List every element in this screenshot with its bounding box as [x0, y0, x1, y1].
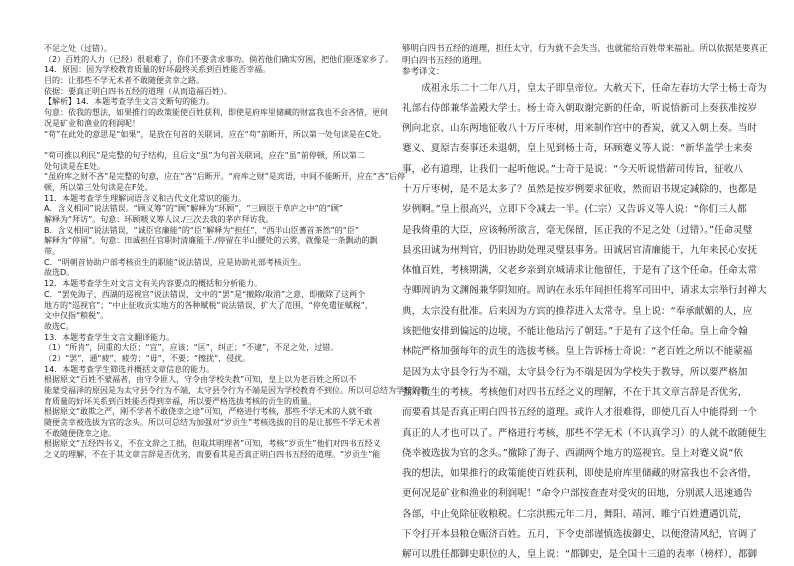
text-line: 各部，中止免除征收粮税。仁宗洪熙元年二月，舞阳、靖河、睢宁百姓遭遇饥荒， — [402, 508, 748, 520]
text-line: “虽府库之财不吝”是完整的句意，应在“吝”后断开。“府库之财”是宾语，中间不能断开，应在“吝”后停 — [44, 172, 406, 182]
text-line: 例向北京、山东两地征收八十万斤枣树，用来制作宫中的香炭，就又入朝上奏。当时 — [402, 123, 757, 135]
text-line: 蹇义、夏原吉奏事还未退朝，皇上见到杨士奇，环顾蹇义等人说：“新华盖学士来奏 — [402, 143, 753, 155]
text-line: 处句读是在E处。 — [44, 161, 106, 171]
text-line: 典，太宗没有批准。后来因为方宾的推荐进入太常寺。皇上说：“奉承献媚的人，应 — [402, 305, 753, 317]
text-line: 够明白四书五经的道理，担任太守，行为就不会失当，也就能给百姓带来福祉。所以依据是要真正 — [402, 44, 768, 54]
text-line: 顿，所以第三处句读是在F处。 — [44, 182, 153, 192]
text-line: 下令打开本县粮仓赈济百姓。五月，下令吏部谨慎选拔御史，以便澄清风纪，官调了 — [402, 529, 757, 541]
text-line: 之义的理解，不在于其文章言辞是否优劣，而要看其是否真正明白四书五经的道理。“岁贡生”能 — [44, 450, 381, 460]
reference-translation-column — [402, 44, 768, 566]
text-line: 寺卿周讷为文渊阁兼华阴知府。周讷在永乐年间担任将军司田中，请求太宗举行封禅大 — [402, 285, 767, 297]
text-line: 不足之处（过错）。 — [44, 44, 112, 53]
text-line: 真正的人才也可以了。严格进行考核，那些不学无术（不认真学习）的人就不敢随便生 — [402, 427, 767, 439]
text-line: 体恤百姓，考核期满，父老乡亲到京城请求让他留任，于是有了这个任命。任命太常 — [402, 265, 757, 277]
text-line: 是因为太守县令行为不端，太守县令行为不端是因为学校失于教导，所以要严格加 — [402, 366, 748, 378]
text-line: （2）百姓的人力（已经）很艰难了，你们不要贪求事功。倘若他们确实穷困，把他们驱逐家乡了。 — [44, 54, 394, 64]
text-line: （2）“罢”，通“疲”，疲劳；“毋”，不要；“擦扰”，侵扰。 — [44, 353, 251, 363]
text-line — [44, 461, 389, 472]
text-line: 文中仅指“粮税”。 — [44, 311, 109, 321]
text-line: 12．本题考查学生对文言文有关内容要点的概括和分析能力。 — [44, 279, 263, 289]
text-line: 育质量的好坏关系到百姓能否得到幸福，所以要严格选拔考核的贡生的质量。 — [44, 396, 316, 406]
text-line: “苟可推以利民”是完整的句子结构，且后文“虽”为句首关联词，应在“虽”前停顿，所以第二 — [44, 150, 365, 160]
text-line: 而要看其是否真正明白四书五经的道理。或许人才很难得，即使几百人中能得到一个 — [402, 407, 757, 419]
text-line: 不敢随便侥幸之途。 — [44, 428, 116, 438]
text-line: 是我倚重的大臣，应该畅所欲言，毫无保留，匡正我的不足之处（过错）。”任命灵璧 — [402, 224, 753, 236]
text-line: 解可以胜任都御史职位的人，皇上说：“都御史，是全国十三道的表率（榜样），都御 — [402, 549, 758, 561]
text-line: 根据原文“百姓不蒙福者，由守令匪人，守令由学校失教”可知，皇上以为老百姓之所以不 — [44, 375, 357, 385]
text-line: 十万斤枣树，是不是太多了？虽然是按岁例要求征收，然而诏书规定减除的，也都是 — [402, 183, 757, 195]
text-line: 能蒙受福泽的原因是为太守县令行为不端，太守县令行为不端是因为学校教育不到位。所以可总结为学校的教 — [44, 386, 428, 395]
text-line: 地方的“巡视官”；“中止征收贡实地方的各种赋税”说法错误，扩大了范围，“停免遣征赋税”， — [44, 300, 373, 310]
text-line: 明白四书五经的道理。 — [402, 55, 488, 66]
text-line: C．“罢免海子、西湖的巡视官”说法错误，文中的“罢”是“撤除/取消”之意，即撤除了这两个 — [44, 289, 366, 299]
section-heading: 参考译文： — [402, 67, 445, 77]
text-line: C．“明朝首协助户部考核贡生的职能”说法错误，应是协助礼部考核贡生。 — [44, 257, 306, 267]
text-line: 13．本题考查学生文言文翻译能力。 — [44, 332, 175, 342]
text-line: B．含义相同”说法错误，“诚臣官廉能”的“臣”解释为“担任”，“西半山臣蓍首茶然”的“臣” — [44, 225, 360, 235]
text-line: 成祖永乐二十二年八月，皇太子即皇帝位。大赦天下，任命左春坊大学士杨士奇为 — [421, 82, 767, 94]
text-line: “苟”在此处的意思是“如果”，是放在句首的关联词，应在“苟”前断开，所以第一处句读是在C处。 — [44, 129, 387, 139]
text-line: 我的想法，如果推行的政策能使百姓获利，即使是府库里储藏的财富我也不会吝惜， — [402, 468, 757, 480]
text-line — [44, 472, 389, 483]
text-line: 【解析】14．本题考查学生文言文断句的能力。 — [44, 97, 215, 107]
text-line: 强对贡生的考核。考核他们对四书五经之义的理解，不在于其文章言辞是否优劣， — [402, 386, 748, 398]
text-line — [44, 140, 389, 151]
text-line: 根据原文“敢欺之严，刚不学者不敢侥幸之途”可知，严格进行考核，那些不学无术的人就不敢 — [44, 407, 373, 417]
text-line: （1）“所肯”，同重的大臣；“宜”，应该；“匡”，纠正；“不逮”，不足之处，过错。 — [44, 343, 339, 353]
text-line: 解释为“拜访”。句意：环顾喂义筹人议./三次去我的茅庐拜访我。 — [44, 215, 274, 224]
text-line: 11．本题考查学生理解词语含义和古代文化常识的能力。 — [44, 193, 247, 203]
text-line: 带。 — [44, 247, 60, 257]
text-line: 根据原文“五经四书义，不在文辞之工拙，但取其明理者”可知，考核“岁贡生”他们对四书五经义 — [44, 439, 381, 449]
text-line: 目的：让那些不学无术者不敢随便贪幸之路。 — [44, 76, 204, 86]
text-line: 14．本题考查学生筛选并概括文章信息的能力。 — [44, 364, 215, 374]
text-line: A．含义相同”说法错误。“顾义筹”的“顾”解释为“环顾”，“三顾臣于草庐之中”的“顾” — [44, 204, 344, 214]
text-line: 故选C。 — [44, 321, 74, 331]
text-line: 句意：依我的想法，如果推行的政策能使百姓获利，即使是府库里储藏的财富我也不会吝惜，更何 — [44, 108, 388, 118]
text-line: 14．原因：因为学校教育质量的好坏最终关系到百姓能否幸福。 — [44, 65, 271, 75]
text-line: 事，必有道理，让我们一起听他说。”士奇于是说：“今天听说惜薪司传旨，征收八 — [402, 163, 743, 175]
text-line: 况是矿业和渔业的利润呢！ — [44, 118, 140, 128]
text-line: 该把他安排到偏远的边境，不能让他玷污了朝廷。”于是有了这个任命。皇上命令翰 — [402, 326, 748, 338]
text-line: 县丞田诚为州判官，仍旧协助处理灵璧县事务。田诚居官清廉能干，九年来民心安抚 — [402, 244, 757, 256]
text-line: 礼部右侍郎兼华盖殿大学士。杨士奇入朝取谢完新的任命，听说悟新司上奏获准按岁 — [402, 102, 757, 114]
text-line: 解释为“停留”。句意：田诚担任官职时清廉能干./停留在半山腰处的云雾，就像是一条飘动的飘 — [44, 236, 378, 246]
text-line: 岁例啊。”皇上很高兴，立即下令减去一半。(仁宗）又告诉义等人说：“你们三人都 — [402, 204, 747, 216]
text-line: 侥幸被选拔为官的念头。”撤除了海子、西湖两个地方的巡视官。皇上对蹇义说“依 — [402, 447, 743, 459]
text-line: 林院严格加强每年的贡生的选拔考核。皇上告诉杨士奇说：“老百姓之所以不能蒙福 — [402, 346, 753, 358]
text-line: 依据：要真正明白四书五经的道理（从而造福百姓）。 — [44, 86, 232, 96]
text-line: 更何况是矿业和渔业的利润呢！”命令户部按查查对受灾的田地，分别派人迅速通告 — [402, 488, 753, 500]
text-line: 故选D。 — [44, 268, 75, 278]
text-line: 随便贪幸被选拔为官的念头。所以可总结为加强对“岁贡生”考核选拔的目的是让那些不学无术者 — [44, 418, 381, 428]
